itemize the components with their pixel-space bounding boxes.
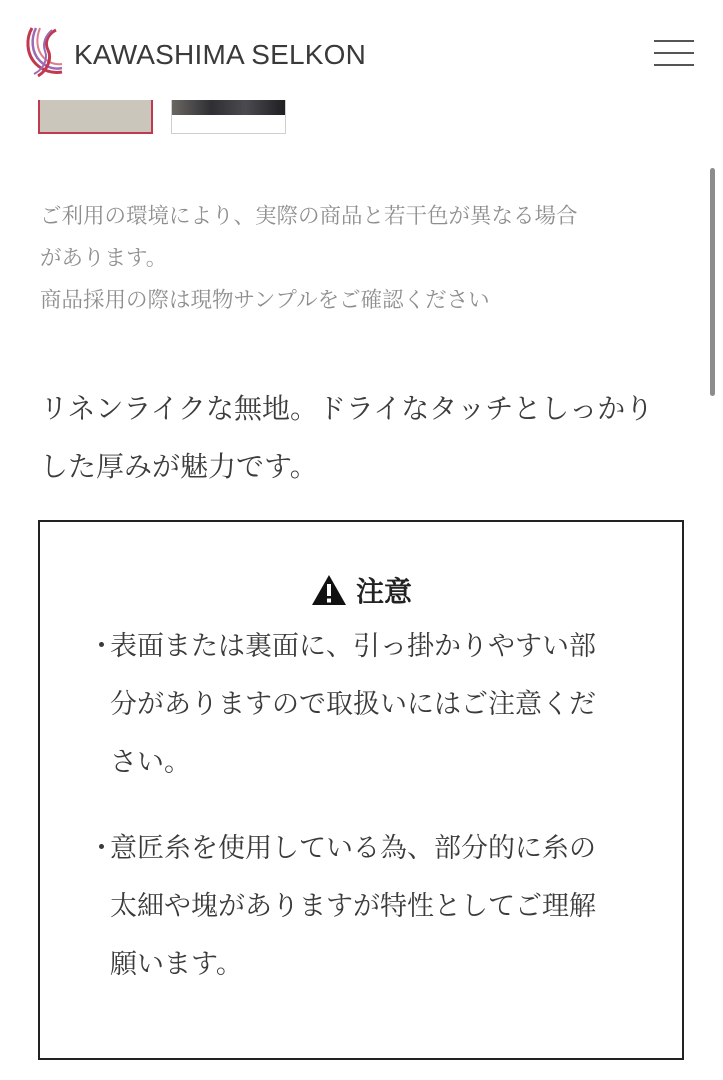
caution-item-line: さい。 xyxy=(110,747,191,778)
brand-logo[interactable] xyxy=(22,24,366,80)
caution-item-line: 意匠糸を使用している為、部分的に糸の xyxy=(110,833,596,864)
caution-title: 注意 xyxy=(355,575,412,608)
color-disclaimer-line: 商品採用の際は現物サンプルをご確認ください xyxy=(40,288,490,313)
product-description xyxy=(40,380,690,496)
brand-name: KAWASHIMA SELKON xyxy=(74,39,367,70)
color-disclaimer xyxy=(40,196,690,322)
hamburger-menu-icon[interactable] xyxy=(654,38,694,68)
scrollbar[interactable] xyxy=(710,168,715,396)
caution-item-line: 表面または裏面に、引っ掛かりやすい部 xyxy=(110,631,596,662)
caution-box xyxy=(38,520,684,1060)
bullet: ・ xyxy=(88,833,115,864)
caution-item xyxy=(88,618,648,792)
color-disclaimer-line: ご利用の環境により、実際の商品と若干色が異なる場合 xyxy=(40,204,578,229)
bullet: ・ xyxy=(88,631,115,662)
caution-heading xyxy=(40,570,682,610)
caution-item-line: 願います。 xyxy=(110,949,243,980)
caution-item-line: 分がありますので取扱いにはご注意くだ xyxy=(110,689,596,720)
brand-logo-icon xyxy=(22,24,66,80)
description-line: リネンライクな無地。ドライなタッチとしっかり xyxy=(40,392,654,425)
color-disclaimer-line: があります。 xyxy=(40,246,168,271)
warning-icon xyxy=(310,573,348,607)
caution-item xyxy=(88,820,648,994)
description-line: した厚みが魅力です。 xyxy=(40,450,318,483)
caution-item-line: 太細や塊がありますが特性としてご理解 xyxy=(110,891,596,922)
site-header xyxy=(0,0,723,100)
